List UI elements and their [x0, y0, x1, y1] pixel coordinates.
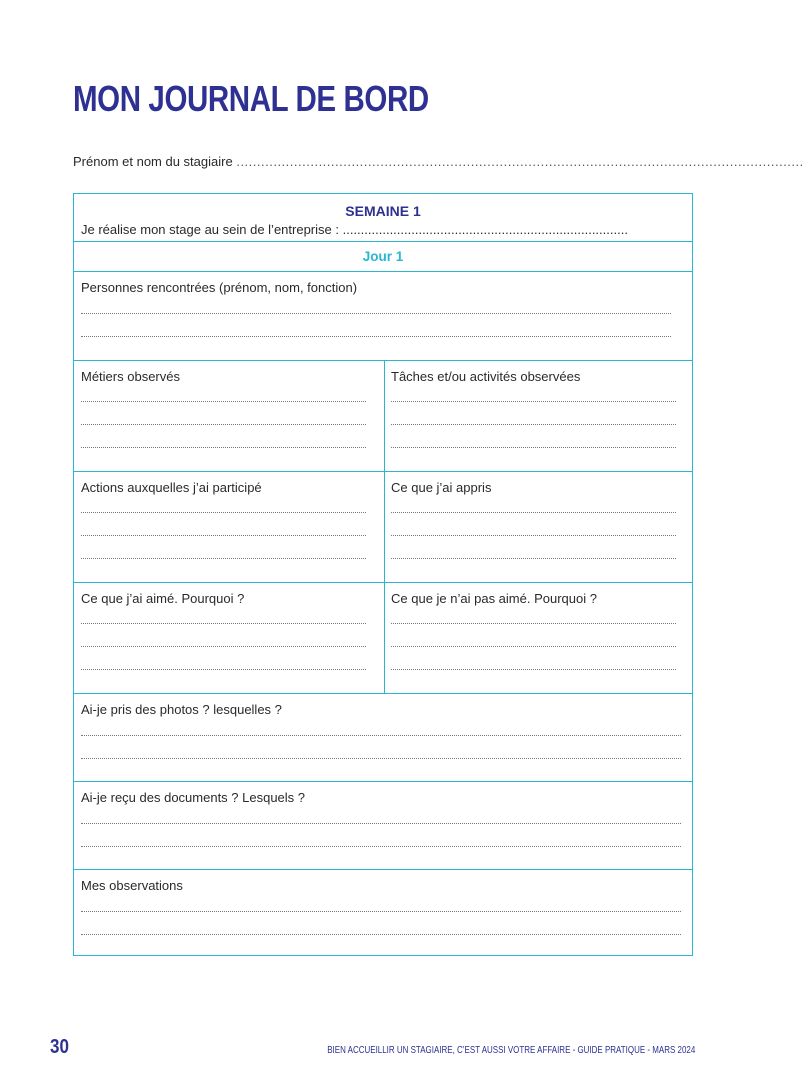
- day-title: Jour 1: [362, 249, 404, 264]
- dotted-line[interactable]: [391, 669, 676, 670]
- liked-cell[interactable]: [74, 583, 385, 693]
- learned-cell[interactable]: [384, 472, 692, 582]
- dotted-line[interactable]: [81, 758, 681, 759]
- jobs-cell[interactable]: [74, 361, 385, 471]
- disliked-label: Ce que je n’ai pas aimé. Pourquoi ?: [391, 591, 597, 606]
- dotted-line[interactable]: [391, 447, 676, 448]
- actions-learned-row: [74, 472, 692, 583]
- tasks-label: Tâches et/ou activités observées: [391, 369, 581, 384]
- dotted-line[interactable]: [81, 447, 366, 448]
- persons-section[interactable]: [74, 272, 692, 361]
- liked-label: Ce que j’ai aimé. Pourquoi ?: [81, 591, 245, 606]
- trainee-name-line[interactable]: [73, 154, 804, 169]
- documents-section[interactable]: [74, 782, 692, 870]
- tasks-cell[interactable]: [384, 361, 692, 471]
- dotted-line[interactable]: [391, 512, 676, 513]
- enterprise-dots: ...............................................................................: [342, 222, 628, 237]
- trainee-name-label: Prénom et nom du stagiaire: [73, 154, 233, 169]
- photos-label: Ai-je pris des photos ? lesquelles ?: [81, 702, 282, 717]
- dotted-line[interactable]: [391, 558, 676, 559]
- dotted-line[interactable]: [81, 424, 366, 425]
- photos-section[interactable]: [74, 694, 692, 782]
- page-number: 30: [50, 1036, 69, 1058]
- page-title: MON JOURNAL DE BORD: [73, 78, 429, 119]
- persons-label: Personnes rencontrées (prénom, nom, fonction): [81, 280, 358, 295]
- day-header: [74, 242, 692, 272]
- jobs-label: Métiers observés: [81, 369, 180, 384]
- enterprise-line[interactable]: [81, 222, 628, 237]
- observations-section[interactable]: [74, 870, 692, 955]
- dotted-line[interactable]: [81, 401, 366, 402]
- dotted-line[interactable]: [391, 424, 676, 425]
- documents-label: Ai-je reçu des documents ? Lesquels ?: [81, 790, 306, 805]
- trainee-name-dots: ..........................................................................................................................................: [236, 154, 804, 169]
- dotted-line[interactable]: [81, 623, 366, 624]
- learned-label: Ce que j’ai appris: [391, 480, 492, 495]
- week-title: SEMAINE 1: [345, 203, 421, 219]
- dotted-line[interactable]: [81, 558, 366, 559]
- dotted-line[interactable]: [81, 646, 366, 647]
- dotted-line[interactable]: [391, 401, 676, 402]
- dotted-line[interactable]: [391, 646, 676, 647]
- dotted-line[interactable]: [81, 735, 681, 736]
- enterprise-label: Je réalise mon stage au sein de l’entreprise :: [81, 222, 339, 237]
- liked-disliked-row: [74, 583, 692, 694]
- disliked-cell[interactable]: [384, 583, 692, 693]
- actions-label: Actions auxquelles j’ai participé: [81, 480, 262, 495]
- dotted-line[interactable]: [81, 512, 366, 513]
- dotted-line[interactable]: [81, 934, 681, 935]
- dotted-line[interactable]: [81, 669, 366, 670]
- observations-label: Mes observations: [81, 878, 183, 893]
- actions-cell[interactable]: [74, 472, 385, 582]
- dotted-line[interactable]: [81, 911, 681, 912]
- week-header: [74, 194, 692, 242]
- dotted-line[interactable]: [81, 336, 671, 337]
- dotted-line[interactable]: [81, 846, 681, 847]
- jobs-tasks-row: [74, 361, 692, 472]
- dotted-line[interactable]: [81, 535, 366, 536]
- dotted-line[interactable]: [391, 623, 676, 624]
- dotted-line[interactable]: [81, 823, 681, 824]
- footer-text: BIEN ACCUEILLIR UN STAGIAIRE, C’EST AUSSI VOTRE AFFAIRE - GUIDE PRATIQUE - MARS 2024: [326, 1044, 695, 1056]
- journal-form: [73, 193, 693, 956]
- dotted-line[interactable]: [81, 313, 671, 314]
- dotted-line[interactable]: [391, 535, 676, 536]
